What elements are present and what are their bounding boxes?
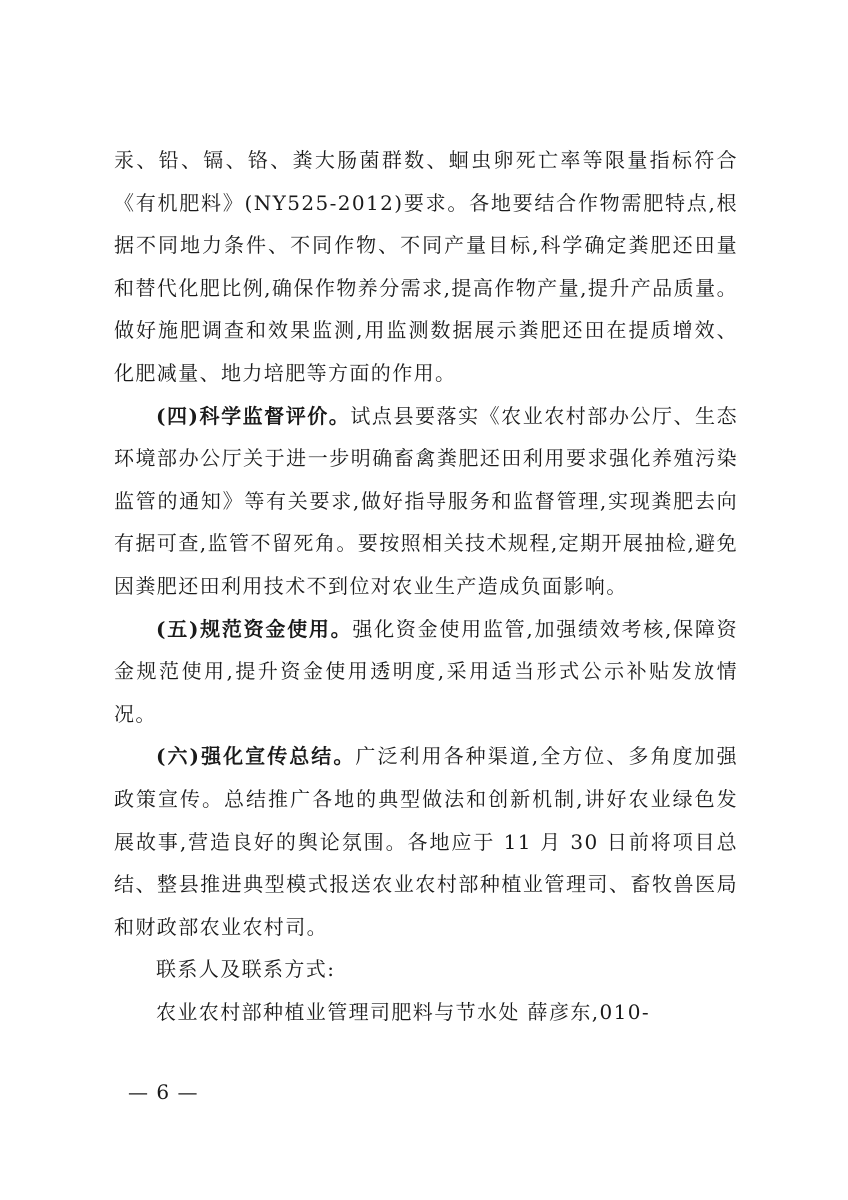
paragraph-publicity [114,735,738,948]
paragraph-text: 试点县要落实《农业农村部办公厅、生态环境部办公厅关于进一步明确畜禽粪肥还田利用要求强化养殖污染监管的通知》等有关要求,做好指导服务和监督管理,实现粪肥去向有据可查,监管不留死角。要按照相关技术规程,定期开展抽检,避免因粪肥还田利用技术不到位对农业生产造成负面影响。 [114,403,738,598]
paragraph-text: 强化资金使用监管,加强绩效考核,保障资金规范使用,提升资金使用透明度,采用适当形式公示补贴发放情况。 [114,616,738,726]
paragraph-fertilizer-standards [114,139,738,395]
paragraph-contact-heading [114,948,738,991]
paragraph-text: 广泛利用各种渠道,全方位、多角度加强政策宣传。总结推广各地的典型做法和创新机制,讲好农业绿色发展故事,营造良好的舆论氛围。各地应于 11 月 30 日前将项目总结、整县推进典型模式报送农业农村部种植业管理司、畜牧兽医局和财政部农业农村司。 [114,744,738,939]
section-heading-funds: (五)规范资金使用。 [156,616,353,641]
paragraph-supervision [114,395,738,608]
page-number: — 6 — [128,1080,199,1104]
section-heading-supervision: (四)科学监督评价。 [156,403,351,428]
section-heading-publicity: (六)强化宣传总结。 [156,744,356,769]
paragraph-text: 农业农村部种植业管理司肥料与节水处 薛彦东,010- [156,999,651,1024]
paragraph-contact-line [114,991,738,1034]
paragraph-text: 汞、铅、镉、铬、粪大肠菌群数、蛔虫卵死亡率等限量指标符合《有机肥料》(NY525-2012)要求。各地要结合作物需肥特点,根据不同地力条件、不同作物、不同产量目标,科学确定粪肥还田量和替代化肥比例,确保作物养分需求,提高作物产量,提升产品质量。做好施肥调查和效果监测,用监测数据展示粪肥还田在提质增效、化肥减量、地力培肥等方面的作用。 [114,148,738,385]
paragraph-funds [114,608,738,736]
paragraph-text: 联系人及联系方式: [156,957,336,982]
document-body [114,139,738,1033]
